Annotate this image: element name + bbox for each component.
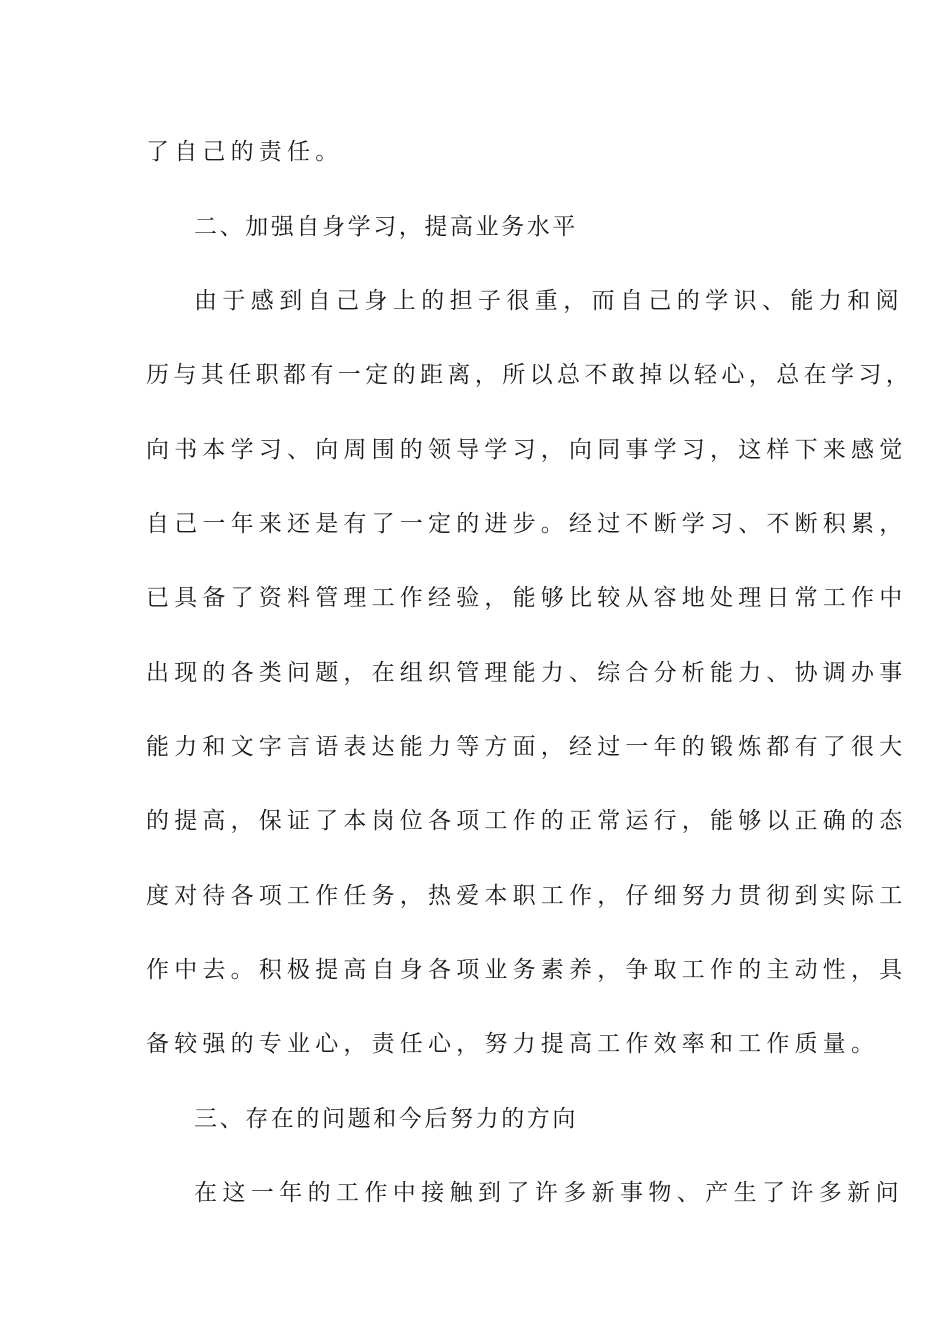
text-line: 出现的各类问题，在组织管理能力、综合分析能力、协调办事 <box>146 660 908 686</box>
text-line: 的提高，保证了本岗位各项工作的正常运行，能够以正确的态 <box>146 808 908 834</box>
text-line: 向书本学习、向周围的领导学习，向同事学习，这样下来感觉 <box>146 437 908 463</box>
section-heading-3: 三、存在的问题和今后努力的方向 <box>194 1106 578 1132</box>
text-line: 已具备了资料管理工作经验，能够比较从容地处理日常工作中 <box>146 585 908 611</box>
text-line: 历与其任职都有一定的距离，所以总不敢掉以轻心，总在学习， <box>146 362 914 388</box>
paragraph-first-line: 由于感到自己身上的担子很重，而自己的学识、能力和阅 <box>194 288 904 314</box>
text-line: 备较强的专业心，责任心，努力提高工作效率和工作质量。 <box>146 1031 880 1057</box>
section-heading-2: 二、加强自身学习，提高业务水平 <box>194 214 578 240</box>
paragraph-first-line: 在这一年的工作中接触到了许多新事物、产生了许多新问 <box>194 1180 904 1206</box>
text-line: 作中去。积极提高自身各项业务素养，争取工作的主动性，具 <box>146 957 908 983</box>
text-line: 能力和文字言语表达能力等方面，经过一年的锻炼都有了很大 <box>146 734 908 760</box>
text-line: 度对待各项工作任务，热爱本职工作，仔细努力贯彻到实际工 <box>146 883 908 909</box>
text-line: 了自己的责任。 <box>146 139 344 165</box>
text-line: 自己一年来还是有了一定的进步。经过不断学习、不断积累， <box>146 511 908 537</box>
